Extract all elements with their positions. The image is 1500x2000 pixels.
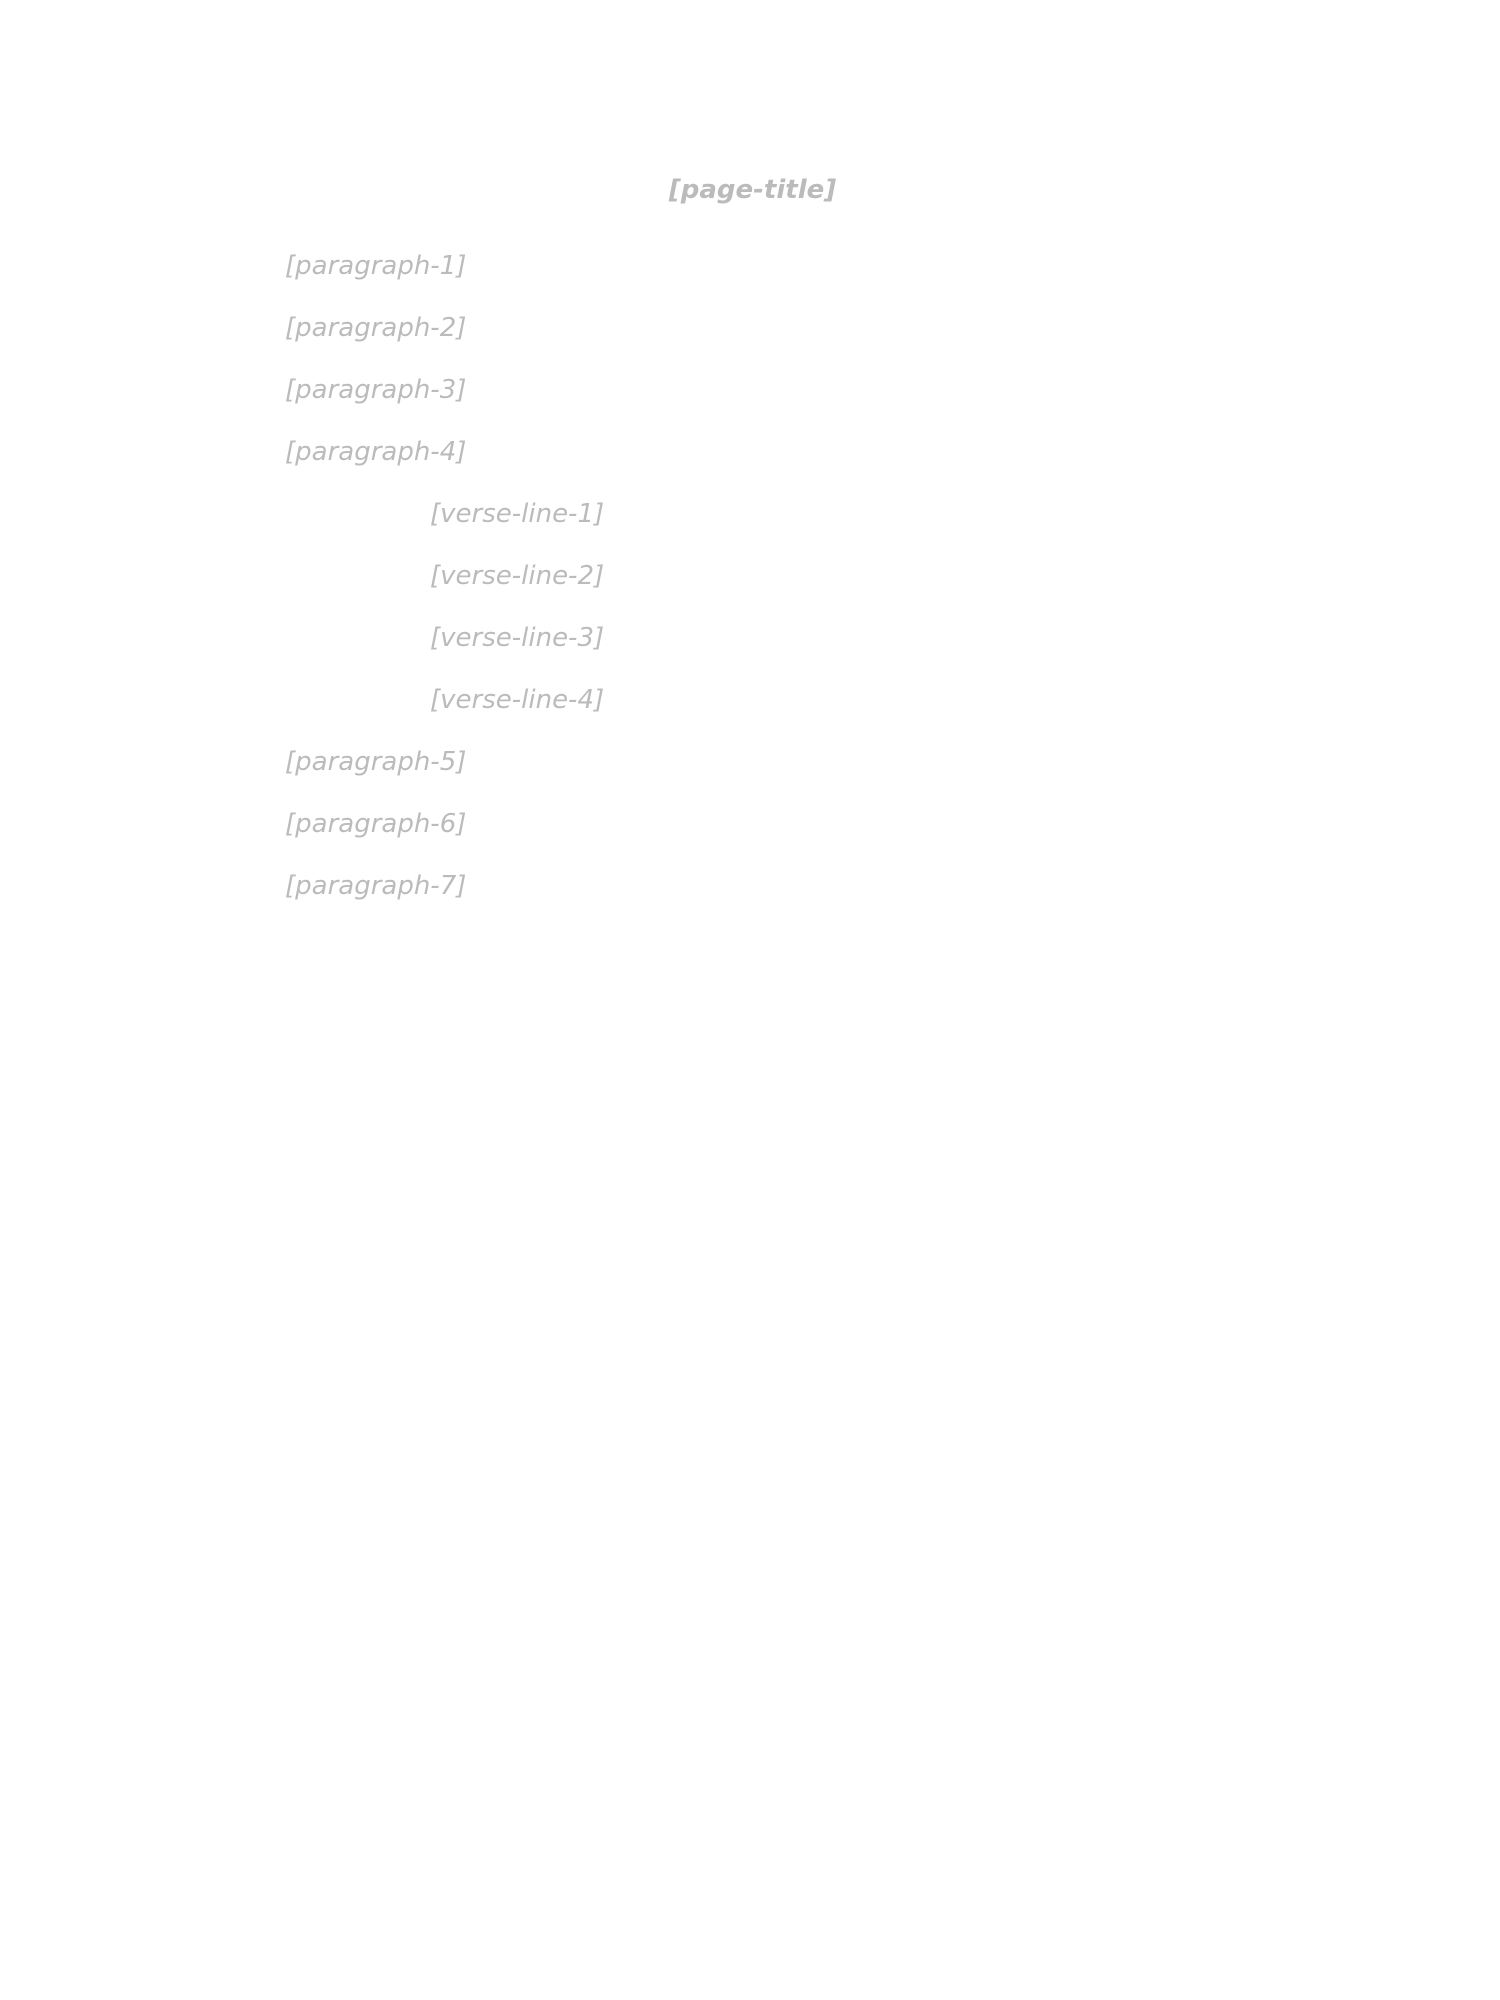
paragraph-2: [paragraph-2]	[285, 313, 467, 344]
verse-line-3: [verse-line-3]	[430, 623, 605, 654]
paragraph-1: [paragraph-1]	[285, 251, 467, 282]
verse-line-1: [verse-line-1]	[430, 499, 605, 530]
paragraph-6: [paragraph-6]	[285, 809, 467, 840]
paragraph-4: [paragraph-4]	[285, 437, 467, 468]
paragraph-5: [paragraph-5]	[285, 747, 467, 778]
paragraph-7: [paragraph-7]	[285, 871, 467, 902]
page-title: [page-title]	[668, 175, 837, 205]
verse-line-4: [verse-line-4]	[430, 685, 605, 716]
verse-line-2: [verse-line-2]	[430, 561, 605, 592]
verse-block	[430, 482, 1305, 730]
paragraph-3: [paragraph-3]	[285, 375, 467, 406]
